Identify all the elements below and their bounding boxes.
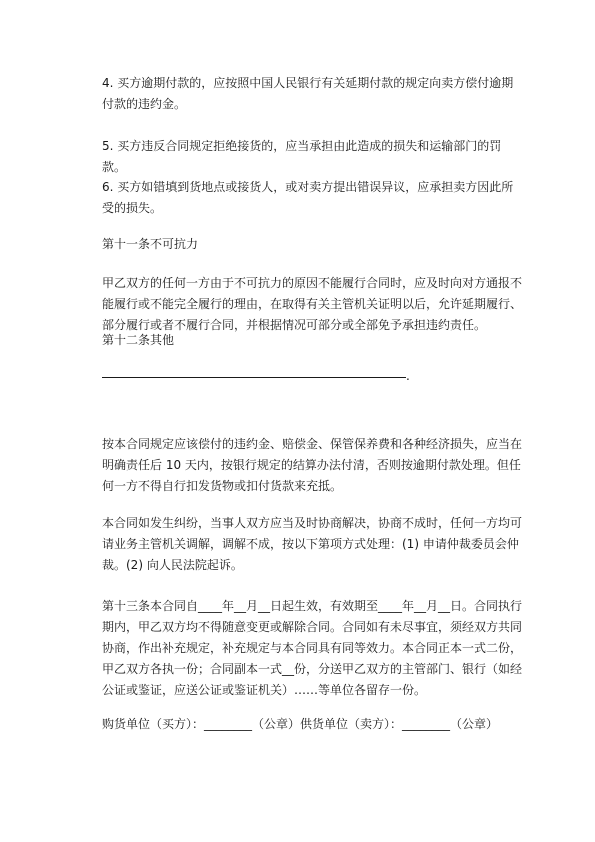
signature-line: 购货单位（买方）：________（公章）供货单位（卖方）：________（公章）	[102, 717, 499, 731]
clause-wrong-address: 6. 买方如错填到货地点或接货人，或对卖方提出错误异议，应承担卖方因此所受的损失。	[102, 180, 514, 215]
article-11-heading: 第十一条不可抗力	[102, 237, 199, 251]
article-12-compensation: 按本合同规定应该偿付的违约金、赔偿金、保管保养费和各种经济损失，应当在明确责任后 10 天内，按银行规定的结算办法付清，否则按逾期付款处理。但任何一方不得自行扣发货物或扣付货款来充抵。	[102, 437, 523, 493]
article-12-heading: 第十二条其他	[102, 333, 175, 347]
article-13-body: 第十三条本合同自____年__月__日起生效，有效期至____年__月__日。合同执行期内，甲乙双方均不得随意变更或解除合同。合同如有未尽事宜，须经双方共同协商，作出补充规定，补充规定与本合同具有同等效力。本合同正本一式二份，甲乙双方各执一份；合同副本一式__份，分送甲乙双方的主管部门、银行（如经公证或鉴证，应送公证或鉴证机关）……等单位各留存一份。	[102, 599, 523, 697]
blank-line-period: .	[406, 369, 410, 383]
article-11-body: 甲乙双方的任何一方由于不可抗力的原因不能履行合同时，应及时向对方通报不能履行或不能完全履行的理由，在取得有关主管机关证明以后，允许延期履行、部分履行或者不履行合同，并根据情况可部分或全部免予承担违约责任。	[102, 276, 523, 332]
fill-in-blank-line	[102, 377, 406, 378]
clause-refuse-delivery: 5. 买方违反合同规定拒绝接货的，应当承担由此造成的损失和运输部门的罚款。	[102, 139, 502, 174]
article-12-dispute: 本合同如发生纠纷，当事人双方应当及时协商解决，协商不成时，任何一方均可请业务主管机关调解，调解不成，按以下第项方式处理：(1) 申请仲裁委员会仲裁。(2) 向人民法院起诉。	[102, 516, 523, 572]
clause-late-payment: 4. 买方逾期付款的，应按照中国人民银行有关延期付款的规定向卖方偿付逾期付款的违约金。	[102, 76, 514, 111]
